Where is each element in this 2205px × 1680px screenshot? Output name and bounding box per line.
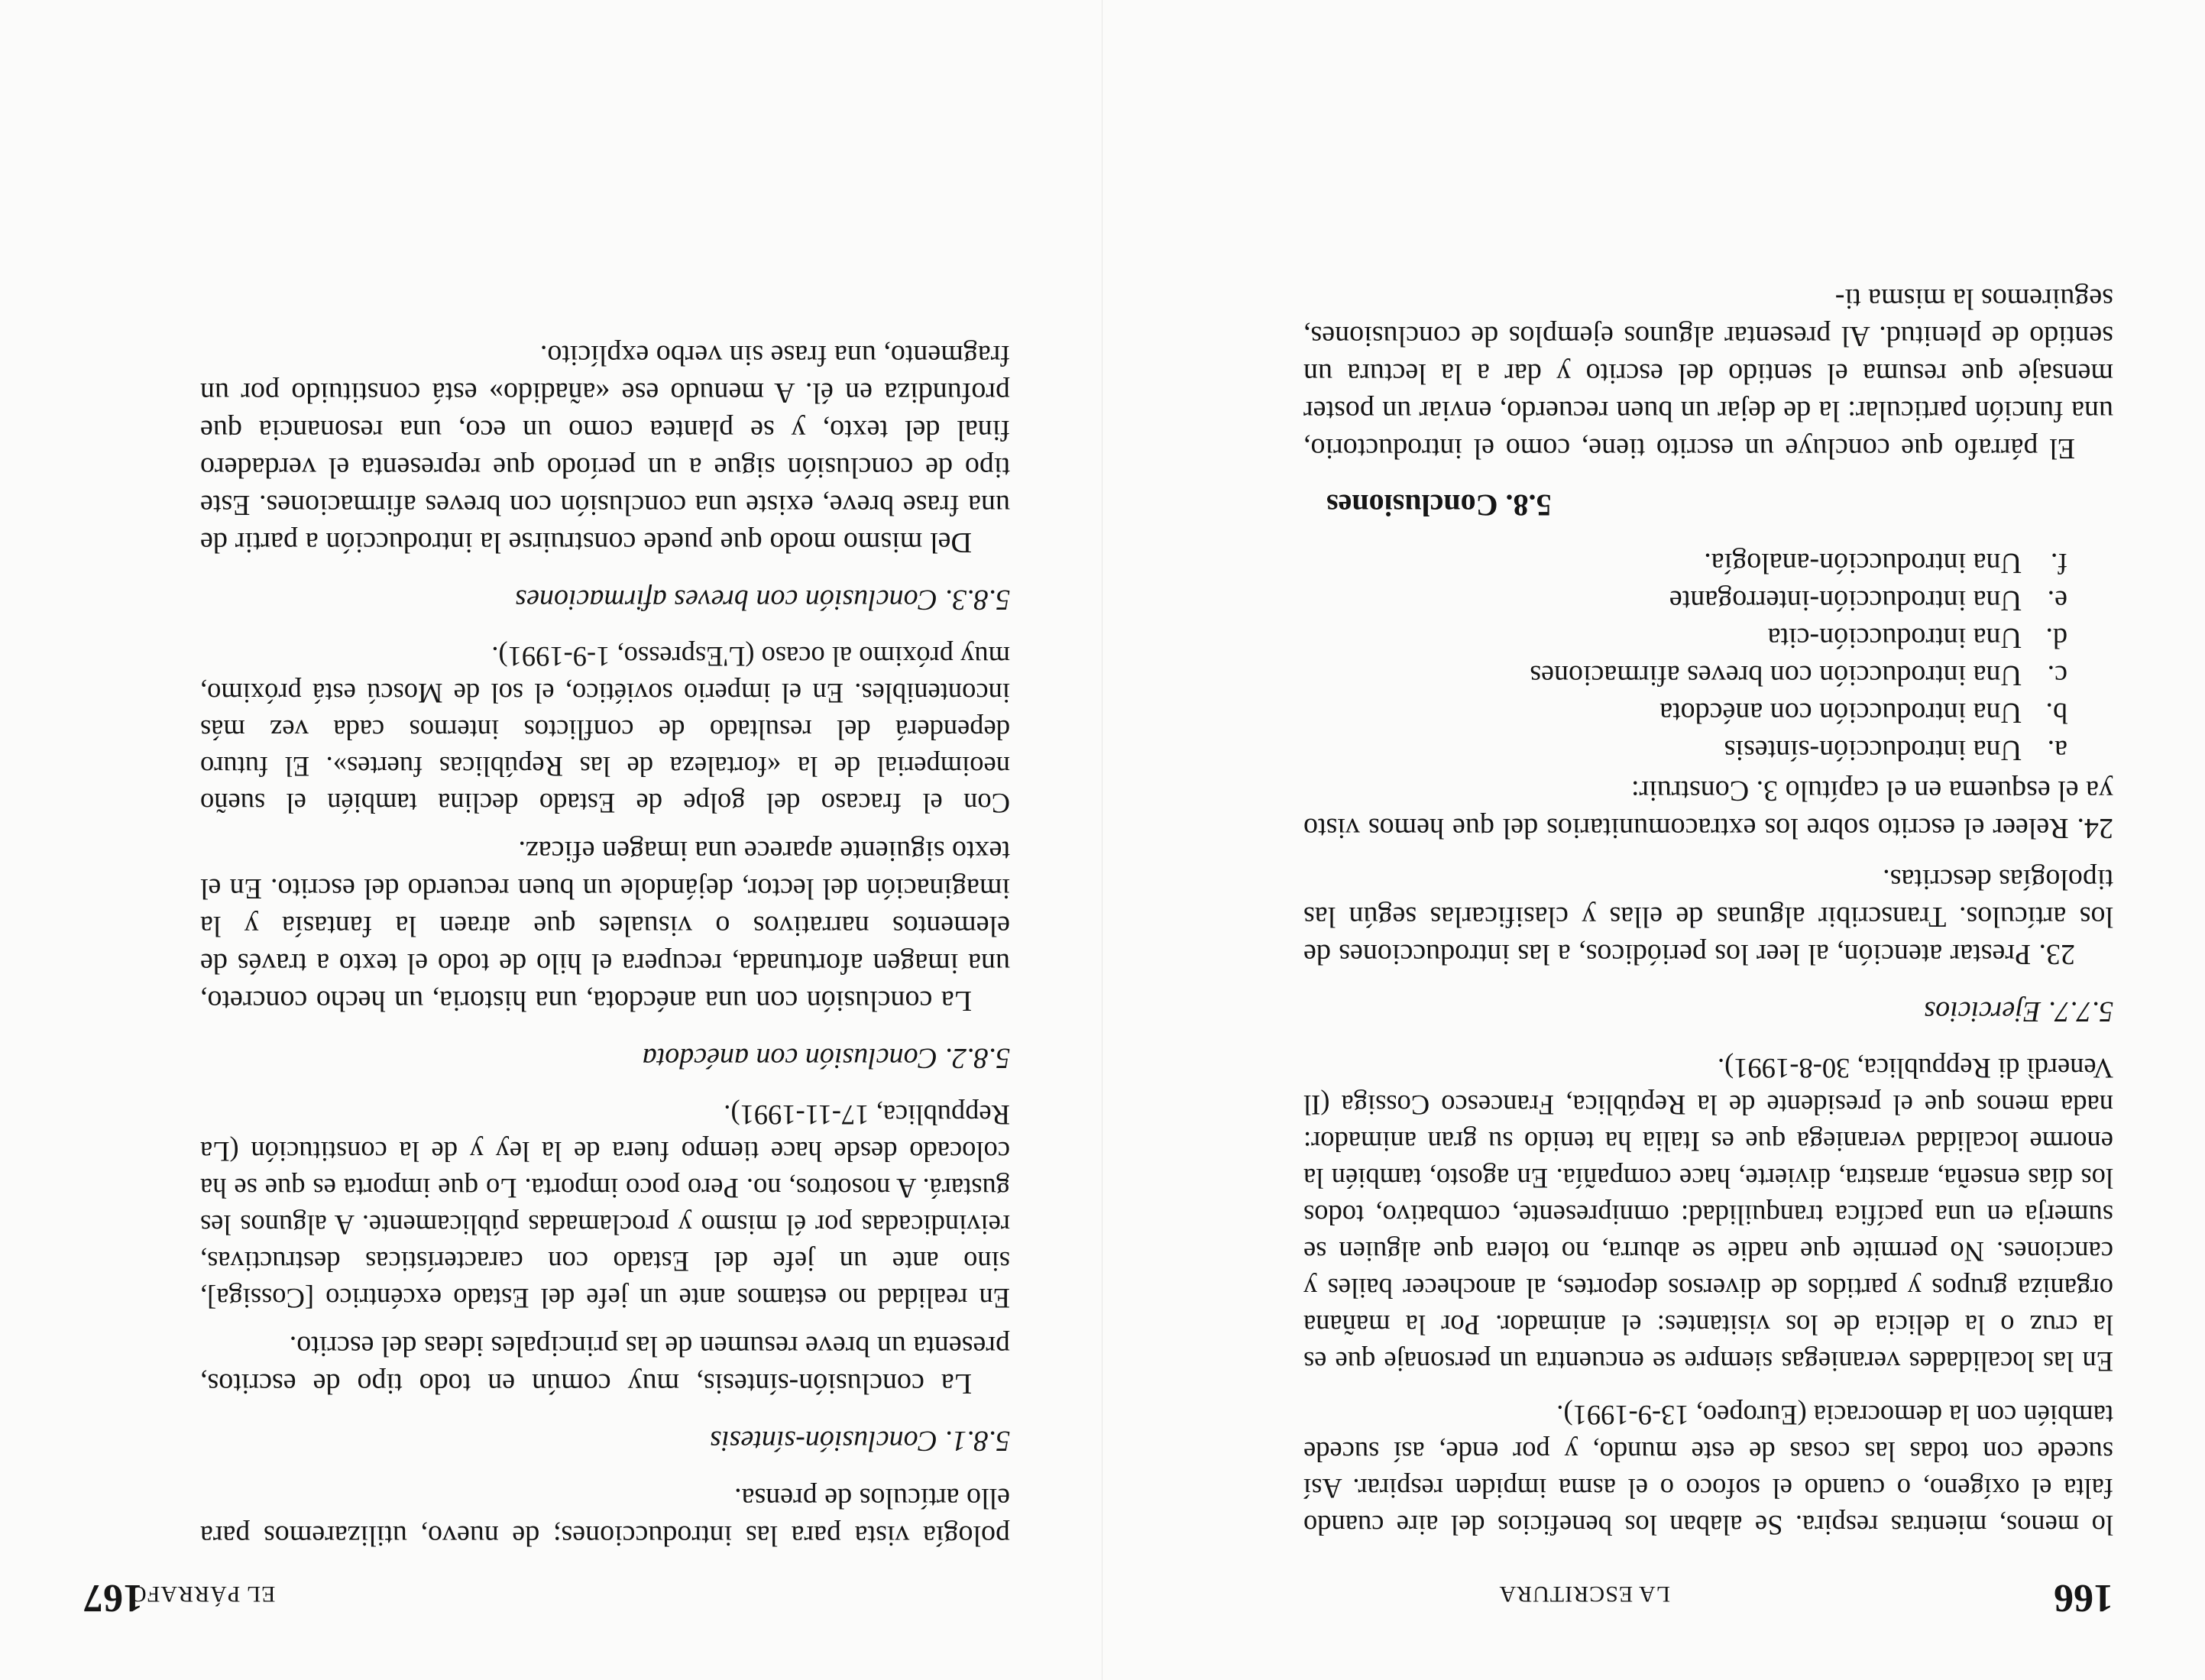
section-heading: 5.8.1. Conclusión-síntesis [710,1425,1010,1457]
list-item: b.Una introducción con anécdota [1659,697,2067,729]
list-item: c.Una introducción con breves afirmaciones [1530,659,2067,691]
paragraph: Del mismo modo que puede construirse la introducción a partir de una frase breve, existe una conclusión con breves afirmaciones. Este tipo de conclusión sigue a un período que representa el verdadero final del texto, y se plantea como un eco, una resonancia que profundiza en él. A menudo ese «añadido» está constituido por un fragmento, una frase sin verbo explícito. [200,339,1010,558]
exercise-options [1303,544,2067,769]
paragraph: La conclusión-síntesis, muy común en todo tipo de escritos, presenta un breve resumen de las principales ideas del escrito. [200,1330,1010,1400]
paragraph: El párrafo que concluye un escrito tiene, como el introductorio, una función particular: la de dejar un buen recuerdo, enviar un poster mensaje que resuma el sentido del escrito y dar a la lectura un sentido de plenitud. Al presentar algunos ejemplos de conclusiones, seguiremos la misma ti- [1303,283,2113,465]
page-body [200,333,1010,1554]
running-head: EL PÁRRAFO [129,1581,276,1607]
section-heading: 5.8. Conclusiones [1326,488,1552,523]
block-quote: lo menos, mientras respira. Se alaban los beneficios del aire cuando falta el oxígeno, o cuando el sofoco o el asma impiden respirar. Así sucede con todas las cosas de este mundo, y por ende, así sucede también con la democracia (Europeo, 13-9-1991). [1303,1400,2113,1541]
page-header [1187,1575,2113,1620]
block-quote: En las localidades veraniegas siempre se encuentra un personaje que es la cruz o la delicia de los visitantes: el animador. Por la mañana organiza grupos y partidos de diversos deportes, al anochecer bailes y canciones. No permite que nadie se aburra, no tolera que alguien se sumerja en una pacífica tranquilidad: omnipresente, combativo, todos los días enseña, arrastra, divierte, hace compañía. En agosto, también la enorme localidad veraniega que es Italia ha tenido su gran animador: nada menos que el presidente de la República, Francesco Cossiga (Il Venerdì di Reppublica, 30-8-1991). [1303,1053,2113,1377]
block-quote: En realidad no estamos ante un jefe del Estado excéntrico [Cossiga], sino ante un jefe del Estado con características destructivas, reivindicadas por él mismo y proclamadas públicamente. A algunos les gustará. A nosotros, no. Pero poco importa. Lo que importa es que se ha colocado desde hace tiempo fuera de la ley y de la constitución (La Reppublica, 17-11-1991). [200,1099,1010,1314]
page-167 [0,0,1102,1680]
page-header [83,1575,1010,1620]
list-item: a.Una introducción-síntesis [1724,734,2067,766]
page-166 [1102,0,2205,1680]
page-number: 167 [83,1576,143,1620]
list-item: d.Una introducción-cita [1767,622,2067,654]
paragraph: La conclusión con una anécdota, una historia, un hecho concreto, una imagen afortunada, recupera el hilo de todo el texto a través de elementos narrativos o visuales que atraen la fantasía y la imaginación del lector, dejándole un buen recuerdo del escrito. En el texto siguiente aparece una imagen eficaz. [200,835,1010,1017]
block-quote: Con el fracaso del golpe de Estado declina también el sueño neoimperial de la «fortaleza de las Repúblicas fuertes». El futuro dependerá del resultado de conflictos internos cada vez más incontenibles. En el imperio soviético, el sol de Moscú está próximo, muy próximo al ocaso (L'Espresso, 1-9-1991). [200,641,1010,819]
list-item: f.Una introducción-analogía. [1704,547,2067,579]
paragraph: pología vista para las introducciones; de nuevo, utilizaremos para ello artículos de prensa. [200,1482,1010,1552]
exercise-24: 24. Releer el escrito sobre los extracomunitarios del que hemos visto ya el esquema en el capítulo 3. Construir: [1303,775,2113,844]
section-heading: 5.8.2. Conclusión con anécdota [642,1042,1010,1074]
page-body [1303,277,2113,1554]
section-heading: 5.8.3. Conclusión con breves afirmaciones [515,584,1010,616]
section-heading: 5.7.7. Ejercicios [1924,995,2113,1028]
running-head: LA ESCRITURA [1498,1581,1670,1607]
exercise-23: 23. Prestar atención, al leer los periódicos, a las introducciones de los artículos. Transcribir algunas de ellas y clasificarlas según las tipologías descritas. [1303,863,2113,970]
list-item: e.Una introducción-interrogante [1669,584,2067,617]
page-number: 166 [2054,1576,2113,1620]
